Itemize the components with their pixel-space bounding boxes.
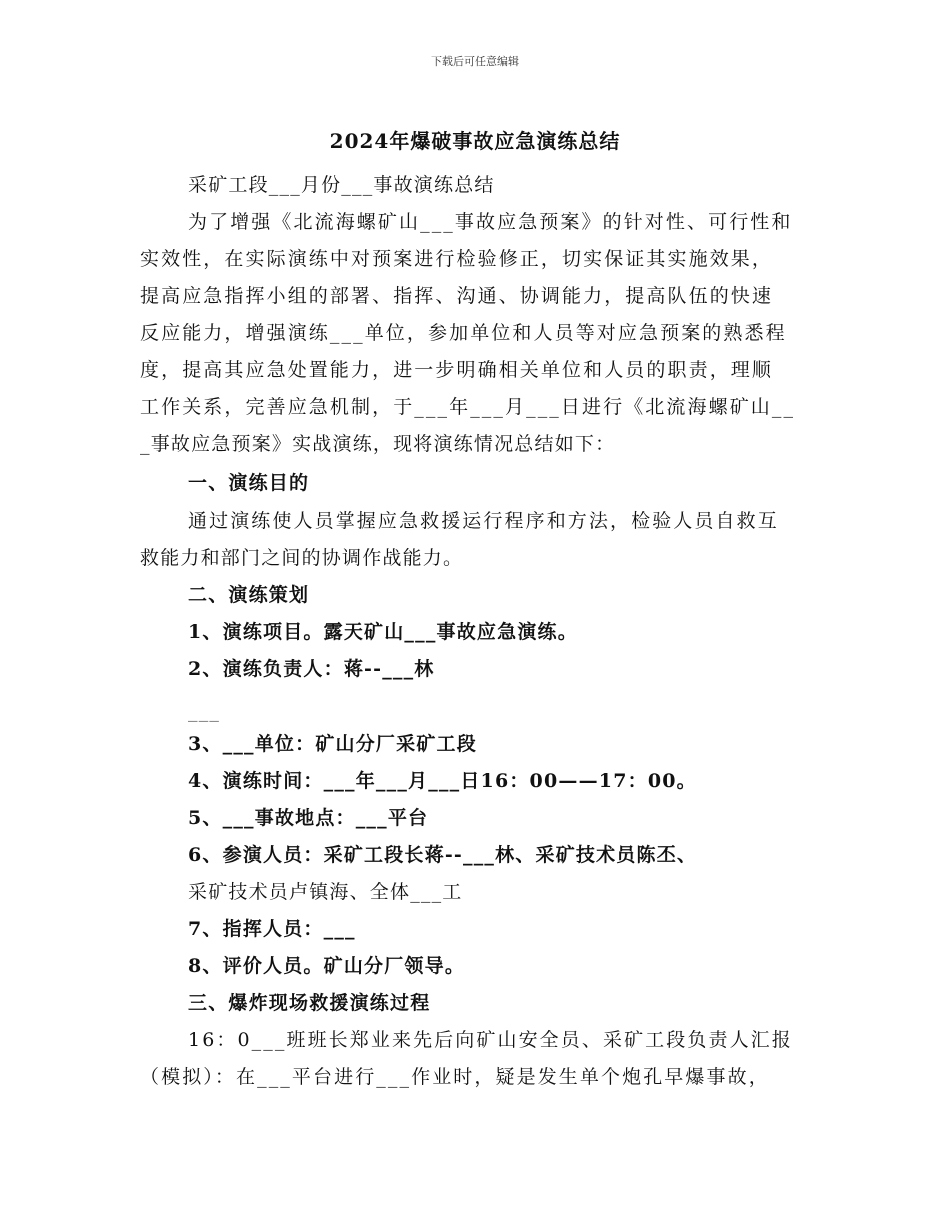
paragraph-line: 提高应急指挥小组的部署、指挥、沟通、协调能力，提高队伍的快速	[140, 285, 774, 307]
list-item-continuation: 采矿技术员卢镇海、全体___工	[188, 881, 463, 903]
list-item: 1、演练项目。露天矿山___事故应急演练。	[188, 621, 578, 643]
section-heading: 二、演练策划	[188, 584, 310, 606]
paragraph-line: 通过演练使人员掌握应急救援运行程序和方法，检验人员自救互	[188, 510, 779, 532]
list-item: 2、演练负责人：蒋--___林	[188, 658, 435, 680]
paragraph-line: （模拟）：在___平台进行___作业时，疑是发生单个炮孔早爆事故，	[140, 1066, 770, 1088]
document-title: 2024年爆破事故应急演练总结	[329, 129, 621, 153]
list-item: 8、评价人员。矿山分厂领导。	[188, 955, 466, 977]
paragraph-line: 实效性，在实际演练中对预案进行检验修正，切实保证其实施效果，	[140, 248, 774, 270]
section-heading: 三、爆炸现场救援演练过程	[188, 992, 431, 1014]
paragraph-line: 16：0___班班长郑业来先后向矿山安全员、采矿工段负责人汇报	[188, 1029, 793, 1051]
header-note: 下载后可任意编辑	[431, 55, 519, 68]
section-heading: 一、演练目的	[188, 472, 310, 494]
paragraph-line: 度，提高其应急处置能力，进一步明确相关单位和人员的职责，理顺	[140, 359, 774, 381]
subtitle-line: 采矿工段___月份___事故演练总结	[188, 174, 495, 196]
list-item: 7、指挥人员：___	[188, 918, 356, 940]
paragraph-line: _事故应急预案》实战演练，现将演练情况总结如下：	[140, 433, 616, 455]
list-item: 4、演练时间：___年___月___日16：00——17：00。	[188, 770, 697, 792]
list-item: 5、___事故地点：___平台	[188, 807, 429, 829]
list-item: 3、___单位：矿山分厂采矿工段	[188, 733, 477, 755]
paragraph-line: 为了增强《北流海螺矿山___事故应急预案》的针对性、可行性和	[188, 211, 793, 233]
paragraph-line: 反应能力，增强演练___单位，参加单位和人员等对应急预案的熟悉程	[140, 322, 787, 344]
paragraph-line: 工作关系，完善应急机制，于___年___月___日进行《北流海螺矿山__	[140, 396, 796, 418]
blank-line: ___	[188, 700, 221, 722]
list-item: 6、参演人员：采矿工段长蒋--___林、采矿技术员陈丕、	[188, 844, 698, 866]
paragraph-line: 救能力和部门之间的协调作战能力。	[140, 547, 464, 569]
